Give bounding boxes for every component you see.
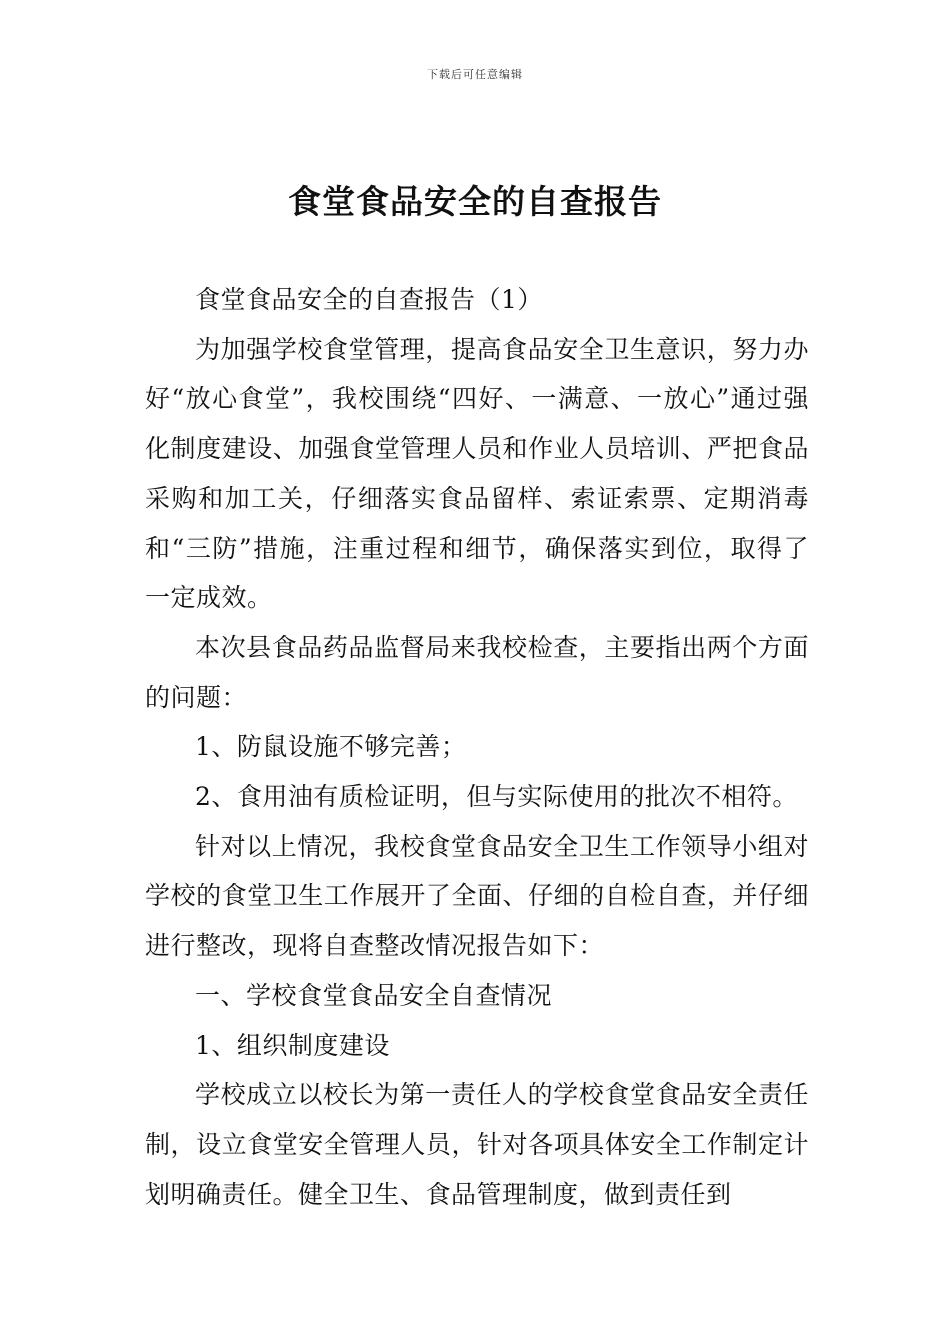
inspection-paragraph: 本次县食品药品监督局来我校检查，主要指出两个方面的问题：: [145, 632, 809, 712]
document-body: [145, 275, 809, 1219]
subsection-heading-1: 1、组织制度建设: [195, 1030, 390, 1060]
issue-item-1: 1、防鼠设施不够完善；: [195, 732, 467, 762]
report-subtitle: 食堂食品安全的自查报告（1）: [195, 285, 543, 314]
header-note: 下载后可任意编辑: [427, 68, 523, 81]
response-paragraph: 针对以上情况，我校食堂食品安全卫生工作领导小组对学校的食堂卫生工作展开了全面、仔细的自检自查，并仔细进行整改，现将自查整改情况报告如下：: [145, 831, 809, 961]
document-title: 食堂食品安全的自查报告: [288, 182, 662, 221]
organization-paragraph: 学校成立以校长为第一责任人的学校食堂食品安全责任制，设立食堂安全管理人员，针对各项具体安全工作制定计划明确责任。健全卫生、食品管理制度，做到责任到: [145, 1080, 809, 1209]
section-heading-1: 一、学校食堂食品安全自查情况: [195, 980, 553, 1010]
issue-item-2: 2、食用油有质检证明，但与实际使用的批次不相符。: [195, 782, 798, 812]
intro-paragraph: 为加强学校食堂管理，提高食品安全卫生意识，努力办好“放心食堂”，我校围绕“四好、一满意、一放心”通过强化制度建设、加强食堂管理人员和作业人员培训、严把食品采购和加工关，仔细落实食品留样、索证索票、定期消毒和“三防”措施，注重过程和细节，确保落实到位，取得了一定成效。: [145, 334, 809, 613]
